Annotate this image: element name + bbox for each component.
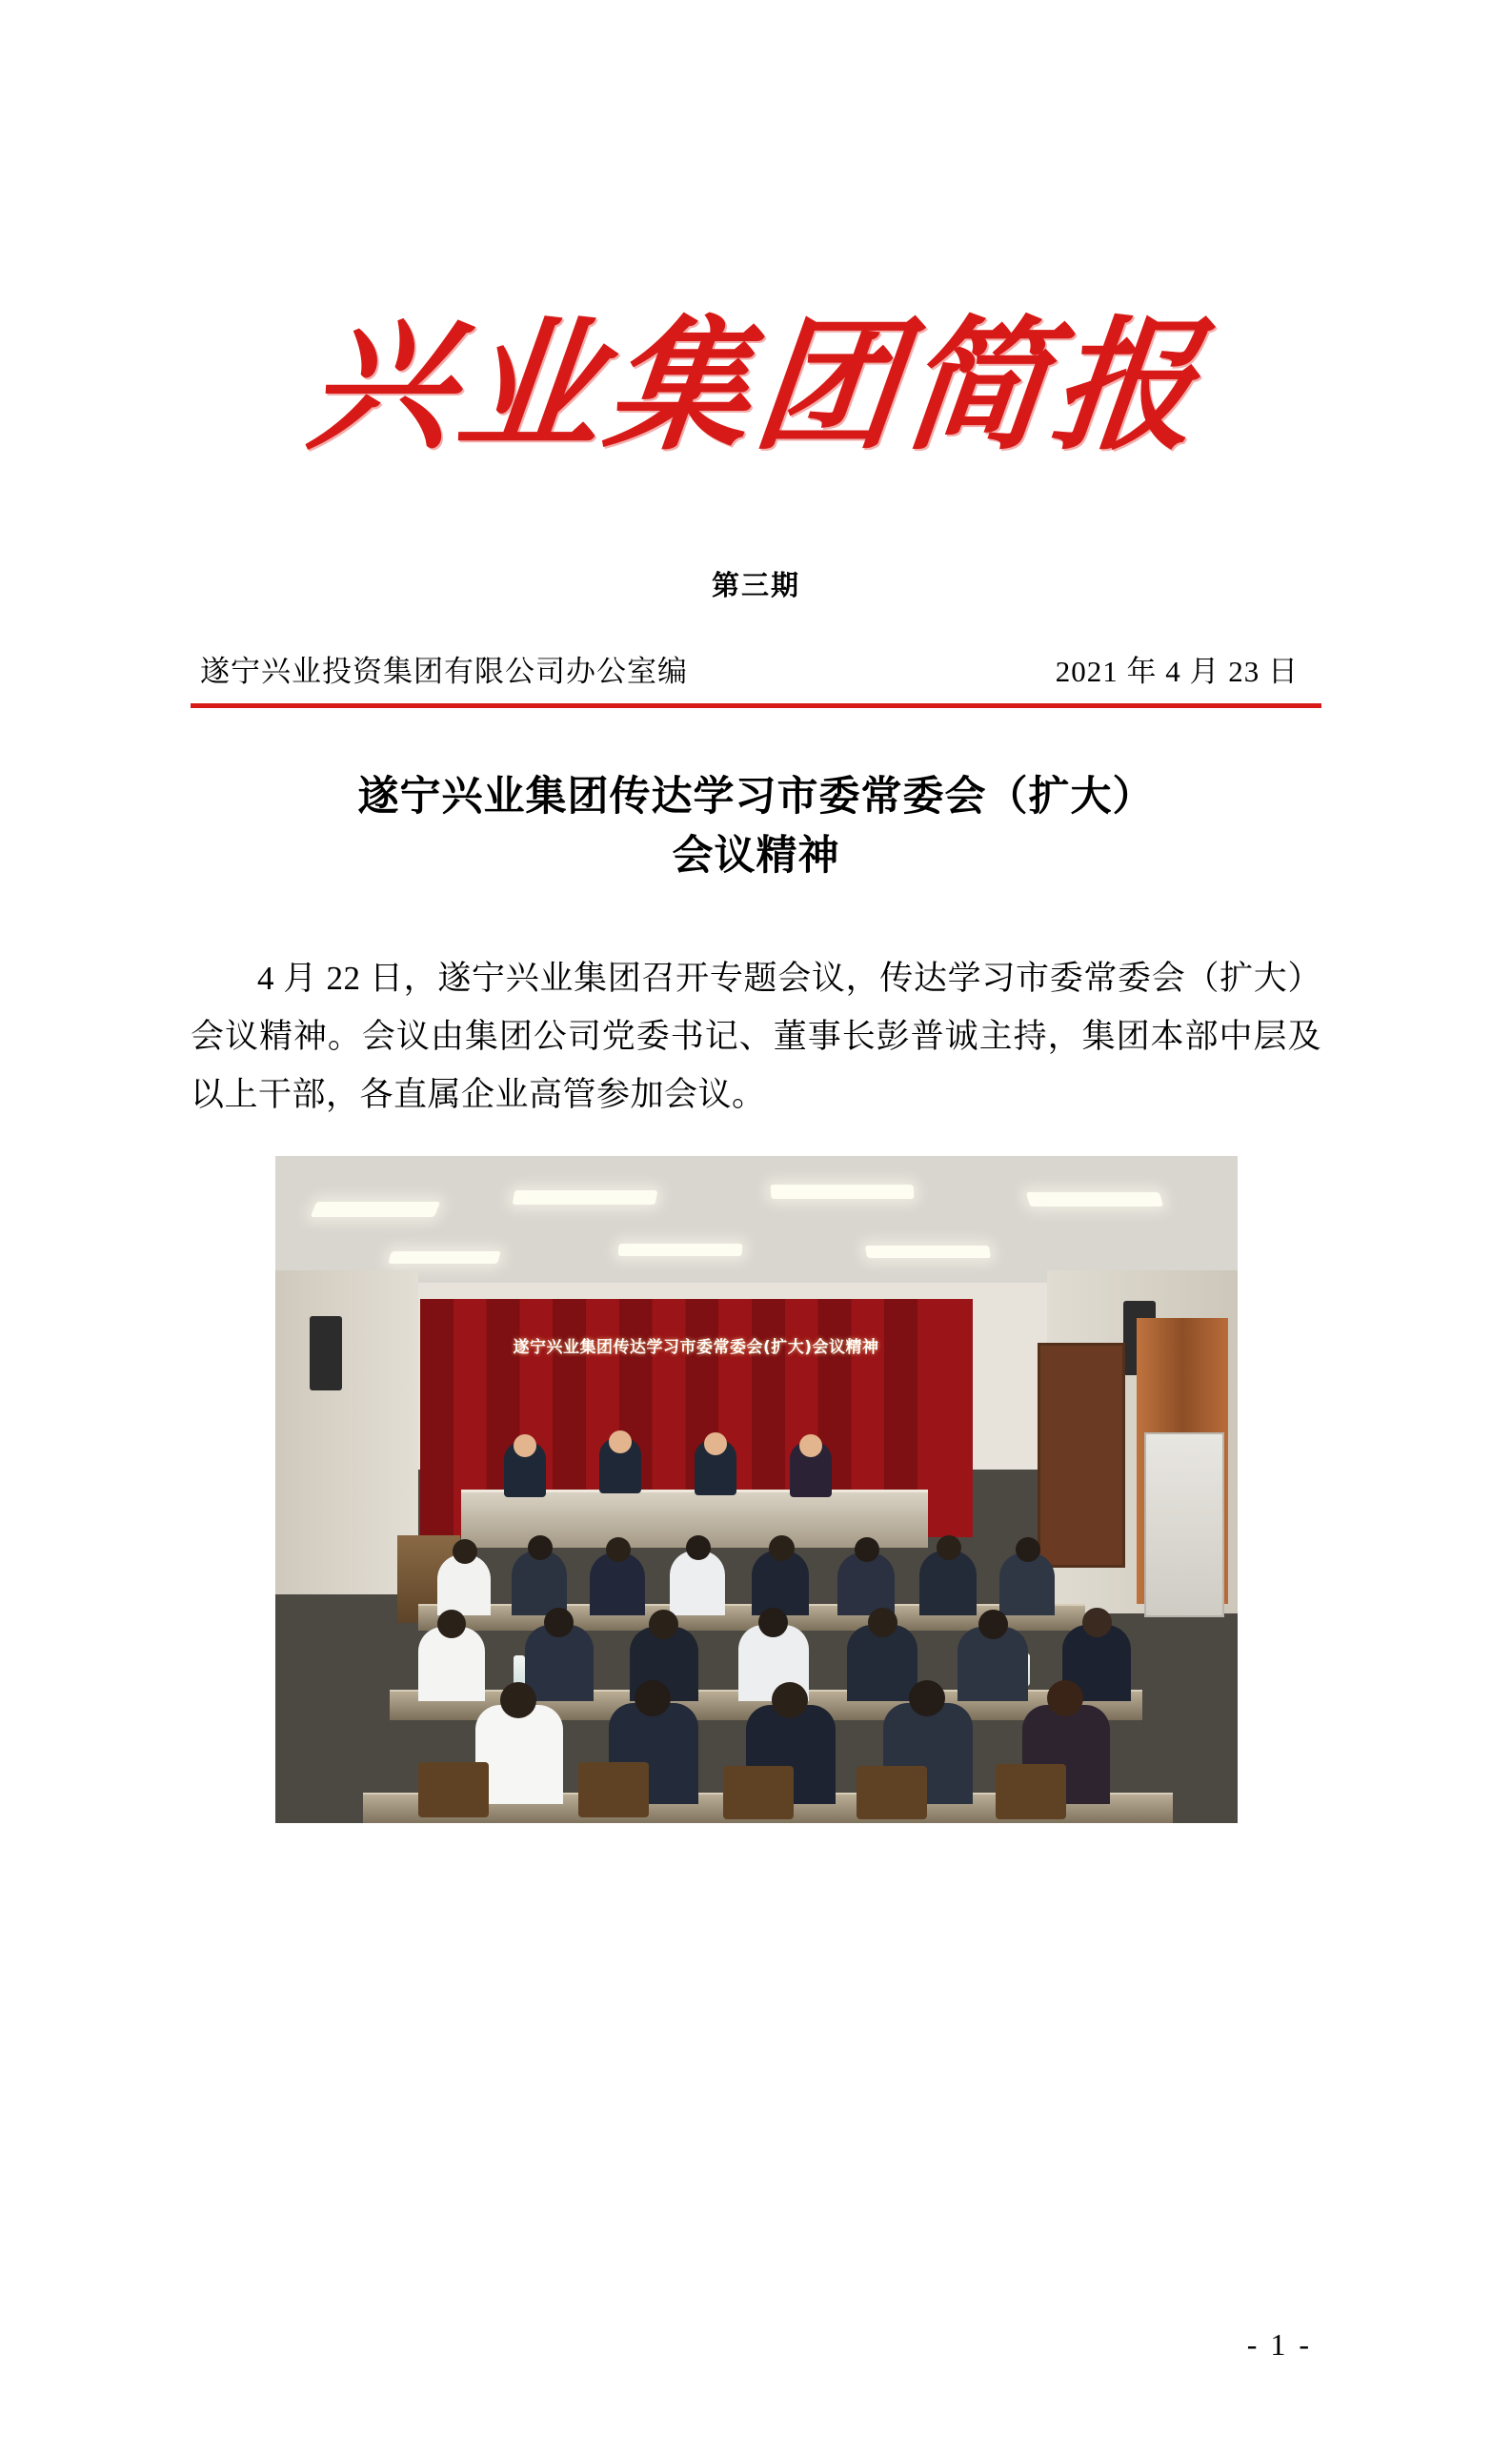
head-table-face — [609, 1430, 632, 1453]
publisher-name: 遂宁兴业投资集团有限公司办公室编 — [200, 655, 688, 689]
audience-head — [544, 1608, 574, 1637]
audience-person — [837, 1552, 895, 1615]
header-divider — [191, 703, 1321, 708]
air-conditioner — [1144, 1432, 1224, 1617]
audience-head — [855, 1537, 879, 1562]
audience-head — [769, 1535, 795, 1561]
audience-head — [1082, 1608, 1112, 1637]
ceiling-light — [388, 1251, 501, 1264]
audience-head — [453, 1539, 477, 1564]
chair-back — [723, 1766, 794, 1819]
article-title-line-2: 会议精神 — [672, 832, 840, 881]
ceiling-light — [310, 1202, 439, 1217]
audience-head — [909, 1680, 945, 1716]
article-body-paragraph: 4 月 22 日，遂宁兴业集团召开专题会议，传达学习市委常委会（扩大）会议精神。会议由集团公司党委书记、董事长彭普诚主持，集团本部中层及以上干部，各直属企业高管参加会议。 — [191, 959, 1321, 1114]
chair-back — [996, 1764, 1066, 1819]
audience-head — [606, 1537, 631, 1562]
meeting-photo — [275, 1156, 1238, 1823]
audience-head — [937, 1535, 961, 1560]
audience-head — [528, 1535, 553, 1560]
masthead — [191, 302, 1321, 496]
publication-date: 2021 年 4 月 23 日 — [1055, 655, 1299, 688]
photo-scene — [275, 1156, 1238, 1823]
publication-title: 兴业集团简报 — [301, 302, 1211, 470]
audience-head — [635, 1680, 671, 1716]
audience-head — [437, 1610, 466, 1638]
chair-back — [857, 1766, 927, 1819]
article-title-line-1: 遂宁兴业集团传达学习市委常委会（扩大） — [357, 773, 1155, 821]
page-number: - 1 - — [1246, 2327, 1312, 2362]
audience-person — [590, 1552, 645, 1615]
article-title — [191, 767, 1321, 886]
chair-back — [418, 1762, 489, 1817]
audience-head — [978, 1610, 1008, 1639]
audience-person — [437, 1554, 491, 1615]
ceiling-light — [512, 1190, 657, 1205]
audience-head — [772, 1682, 808, 1718]
wall-speaker — [310, 1316, 342, 1390]
ceiling-light — [617, 1244, 742, 1256]
issue-number: 第三期 — [711, 569, 800, 601]
audience-head — [758, 1608, 788, 1637]
audience-person — [418, 1627, 485, 1701]
head-table-face — [799, 1434, 822, 1457]
head-table-face — [704, 1432, 727, 1455]
audience-head — [1016, 1537, 1040, 1562]
audience-head — [868, 1608, 897, 1637]
audience-head — [649, 1610, 678, 1639]
imprint-row — [191, 647, 1321, 690]
audience-person — [670, 1551, 725, 1615]
audience-person — [512, 1551, 567, 1615]
ceiling-light — [1025, 1192, 1162, 1207]
room-door — [1038, 1343, 1125, 1568]
chair-back — [578, 1762, 649, 1817]
audience-person — [919, 1551, 977, 1615]
audience-head — [686, 1535, 711, 1560]
audience-head — [1047, 1680, 1083, 1716]
audience-person — [999, 1552, 1055, 1615]
ceiling-light — [770, 1185, 914, 1199]
audience-head — [500, 1682, 536, 1718]
ceiling-light — [864, 1246, 990, 1258]
stage-banner-text: 遂宁兴业集团传达学习市委常委会(扩大)会议精神 — [513, 1338, 879, 1358]
head-table-face — [514, 1434, 536, 1457]
document-page — [0, 302, 1512, 2454]
